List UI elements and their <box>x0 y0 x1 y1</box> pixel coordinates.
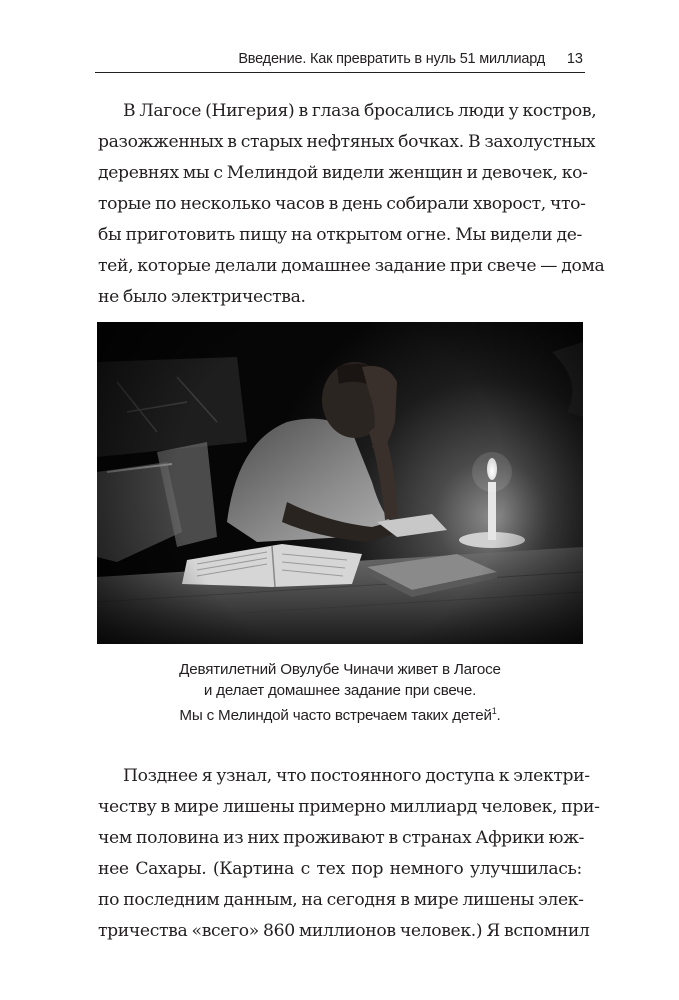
text-line: разожженных в старых нефтяных бочках. В захолустных <box>98 132 596 152</box>
caption-line: Девятилетний Овулубе Чиначи живет в Лагосе <box>179 661 501 678</box>
paragraph-2 <box>98 761 600 947</box>
running-head <box>95 50 585 73</box>
text-line: тричества «всего» 860 миллионов человек.) Я вспомнил <box>98 921 590 941</box>
text-line: тей, которые делали домашнее задание при свече — дома <box>98 256 605 276</box>
caption-line <box>97 701 583 726</box>
caption-line-text: Мы с Мелиндой часто встречаем таких детей <box>179 707 492 724</box>
text-line: В Лагосе (Нигерия) в глаза бросались люди у костров, <box>123 101 597 121</box>
photo-boy-studying-by-candle <box>97 322 583 644</box>
text-line: бы приготовить пищу на открытом огне. Мы видели де- <box>98 225 582 245</box>
text-line: Позднее я узнал, что постоянного доступа к электри- <box>123 766 590 786</box>
chapter-title: Введение. Как превратить в нуль 51 миллиард <box>238 51 545 67</box>
text-line: чем половина из них проживают в странах Африки юж- <box>98 828 585 848</box>
text-line: не было электричества. <box>98 287 306 307</box>
caption-period: . <box>496 707 501 724</box>
paragraph-1 <box>98 96 605 313</box>
page-number: 13 <box>566 51 583 67</box>
text-line: деревнях мы с Мелиндой видели женщин и девочек, ко- <box>98 163 588 183</box>
text-line: торые по несколько часов в день собирали хворост, что- <box>98 194 586 214</box>
caption-line: и делает домашнее задание при свече. <box>203 682 477 699</box>
text-line: по последним данным, на сегодня в мире лишены элек- <box>98 890 584 910</box>
footnote-reference[interactable]: 1 <box>491 706 497 716</box>
text-line: честву в мире лишены примерно миллиард человек, при- <box>98 797 600 817</box>
text-line: нее Сахары. (Картина с тех пор немного улучшилась: <box>98 859 582 879</box>
figure-caption <box>97 659 583 726</box>
